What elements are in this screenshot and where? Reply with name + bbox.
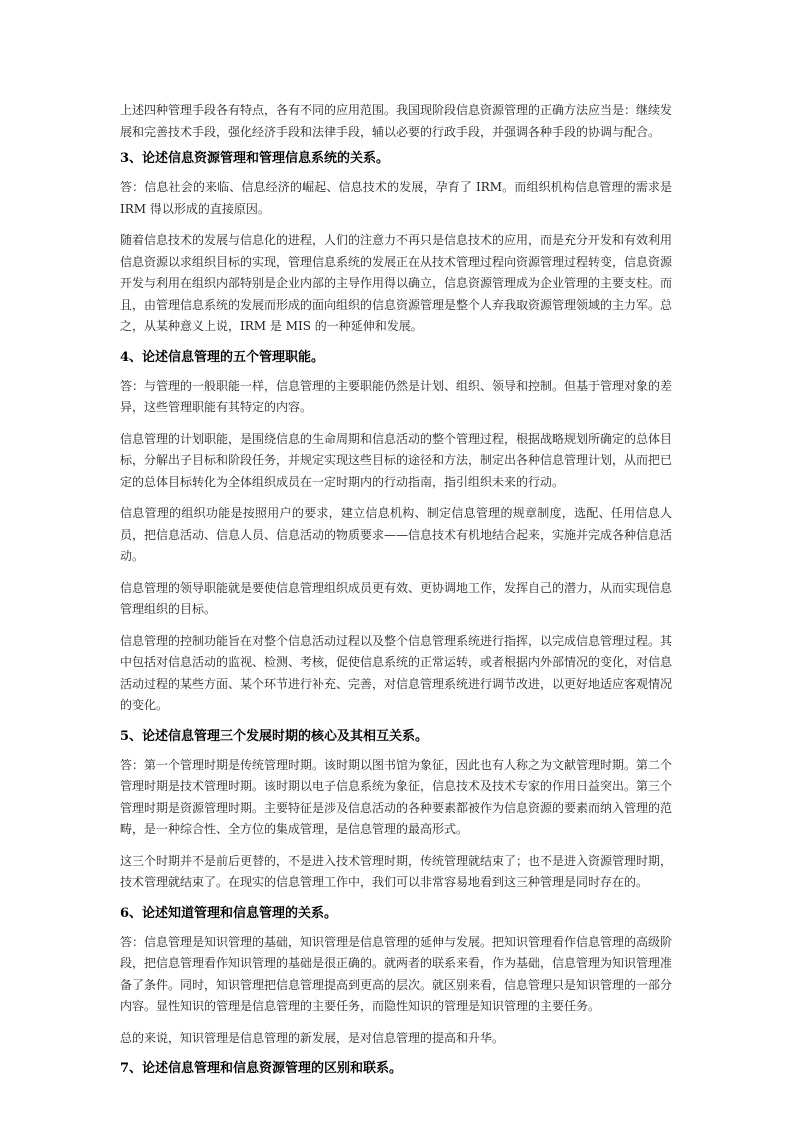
section-7-heading: 7、论述信息管理和信息资源管理的区别和联系。 bbox=[120, 1061, 403, 1076]
section-6-heading: 6、论述知道管理和信息管理的关系。 bbox=[120, 905, 338, 921]
section-6-paragraph-1: 答：信息管理是知识管理的基础，知识管理是信息管理的延伸与发展。把知识管理看作信息管理的高级阶段，把信息管理看作知识管理的基础是很正确的。就两者的联系来看，作为基础，信息管理为知识管理准备了条件。同时，知识管理把信息管理提高到更高的层次。就区别来看，信息管理只是知识管理的一部分内容。显性知识的管理是信息管理的主要任务，而隐性知识的管理是知识管理的主要任务。 bbox=[120, 934, 673, 1013]
section-3-heading: 3、论述信息资源管理和管理信息系统的关系。 bbox=[120, 151, 390, 166]
intro-paragraph: 上述四种管理手段各有特点，各有不同的应用范围。我国现阶段信息资源管理的正确方法应当是：继续发展和完善技术手段，强化经济手段和法律手段，辅以必要的行政手段，并强调各种手段的协调与配合。 bbox=[120, 103, 673, 139]
section-4-paragraph-3: 信息管理的组织功能是按照用户的要求，建立信息机构、制定信息管理的规章制度，选配、任用信息人员，把信息活动、信息人员、信息活动的物质要求——信息技术有机地结合起来，实施并完成各种信息活动。 bbox=[120, 506, 673, 563]
section-3-paragraph-1: 答：信息社会的来临、信息经济的崛起、信息技术的发展，孕育了 IRM。而组织机构信息管理的需求是 IRM 得以形成的直接原因。 bbox=[120, 180, 672, 216]
section-4-paragraph-5: 信息管理的控制功能旨在对整个信息活动过程以及整个信息管理系统进行指挥，以完成信息管理过程。其中包括对信息活动的监视、检测、考核，促使信息系统的正常运转，或者根据内外部情况的变化，对信息活动过程的某些方面、某个环节进行补充、完善，对信息管理系统进行调节改进，以更好地适应客观情况的变化。 bbox=[120, 633, 673, 712]
section-5-paragraph-2: 这三个时期并不是前后更替的，不是进入技术管理时期，传统管理就结束了；也不是进入资源管理时期，技术管理就结束了。在现实的信息管理工作中，我们可以非常容易地看到这三种管理是同时存在的。 bbox=[120, 853, 673, 889]
section-5-paragraph-1: 答：第一个管理时期是传统管理时期。该时期以图书馆为象征，因此也有人称之为文献管理时期。第二个管理时期是技术管理时期。该时期以电子信息系统为象征，信息技术及技术专家的作用日益突出。第三个管理时期是资源管理时期。主要特征是涉及信息活动的各种要素都被作为信息资源的要素而纳入管理的范畴，是一种综合性、全方位的集成管理，是信息管理的最高形式。 bbox=[120, 757, 673, 836]
section-3-paragraph-2: 随着信息技术的发展与信息化的进程，人们的注意力不再只是信息技术的应用，而是充分开发和有效利用信息资源以求组织目标的实现，管理信息系统的发展正在从技术管理过程向资源管理过程转变，信息资源开发与利用在组织内部特别是企业内部的主导作用得以确立，信息资源管理成为企业管理的主要支柱。而且，由管理信息系统的发展而形成的面向组织的信息资源管理是整个人弃我取资源管理领域的主力军。总之，从某种意义上说，IRM 是 MIS 的一种延伸和发展。 bbox=[120, 233, 673, 333]
section-4-paragraph-1: 答：与管理的一般职能一样，信息管理的主要职能仍然是计划、组织、领导和控制。但基于管理对象的差异，这些管理职能有其特定的内容。 bbox=[120, 378, 673, 414]
section-4-paragraph-4: 信息管理的领导职能就是要使信息管理组织成员更有效、更协调地工作，发挥自己的潜力，从而实现信息管理组织的目标。 bbox=[120, 580, 673, 616]
document-page bbox=[120, 100, 672, 1087]
section-5-heading: 5、论述信息管理三个发展时期的核心及其相互关系。 bbox=[120, 728, 429, 744]
section-4-heading: 4、论述信息管理的五个管理职能。 bbox=[120, 349, 325, 365]
section-6-paragraph-2: 总的来说，知识管理是信息管理的新发展，是对信息管理的提高和升华。 bbox=[120, 1030, 505, 1045]
section-4-paragraph-2: 信息管理的计划职能，是围绕信息的生命周期和信息活动的整个管理过程，根据战略规划所确定的总体目标，分解出子目标和阶段任务，并规定实现这些目标的途径和方法，制定出各种信息管理计划，从而把已定的总体目标转化为全体组织成员在一定时期内的行动指南，指引组织未来的行动。 bbox=[120, 431, 673, 489]
